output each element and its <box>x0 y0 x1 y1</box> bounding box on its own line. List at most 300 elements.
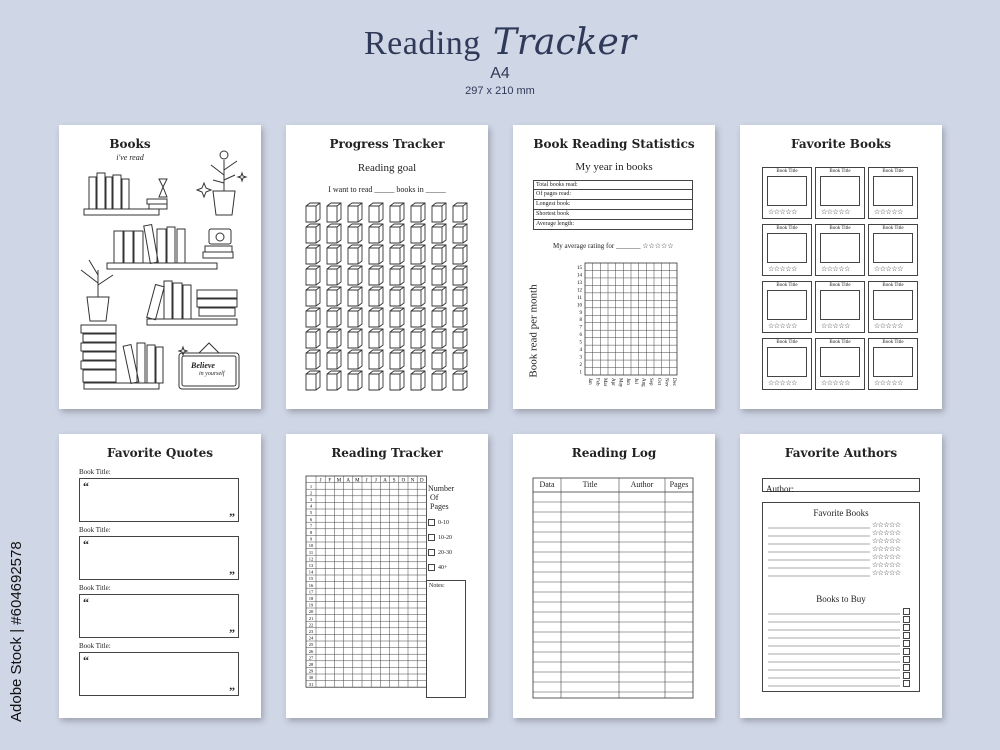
rating-stars[interactable]: ☆☆☆☆☆ <box>874 208 903 216</box>
book-card-label: Book Title <box>882 226 904 231</box>
book-icon <box>348 308 362 327</box>
book-spine <box>390 287 404 306</box>
book-cover-box <box>820 290 860 320</box>
header-title-script: Tracker <box>492 22 636 63</box>
book-spine <box>306 266 320 285</box>
book-spine <box>390 245 404 264</box>
tracker-day-label: 12 <box>308 556 314 562</box>
book-icon <box>327 329 341 348</box>
book-icon <box>306 371 320 390</box>
rating-stars[interactable]: ☆☆☆☆☆ <box>874 265 903 273</box>
chart-ytick: 1 <box>579 370 582 376</box>
rating-stars[interactable]: ☆☆☆☆☆ <box>872 569 901 577</box>
book-card[interactable] <box>762 224 812 276</box>
book-card[interactable] <box>868 281 918 333</box>
book-icon <box>369 308 383 327</box>
book-icon <box>390 245 404 264</box>
tracker-day-label: 10 <box>308 543 314 549</box>
book-icon <box>453 371 467 390</box>
rating-stars[interactable]: ☆☆☆☆☆ <box>872 545 901 553</box>
book-card-label: Book Title <box>776 340 798 345</box>
page-reading-statistics <box>513 125 715 409</box>
stats-row[interactable] <box>533 210 693 220</box>
log-frame <box>533 478 693 698</box>
tracker-month-label: F <box>328 478 332 484</box>
book-icon <box>432 329 446 348</box>
tracker-day-label: 24 <box>308 635 314 641</box>
buy-checkbox[interactable] <box>903 680 910 687</box>
book-title-label: Book Title: <box>79 584 111 592</box>
tracker-month-label: M <box>355 478 360 484</box>
book-icon <box>411 350 425 369</box>
book-spine <box>306 350 320 369</box>
book-spine <box>453 308 467 327</box>
page-title: Book Reading Statistics <box>533 137 695 151</box>
book-spine <box>306 308 320 327</box>
close-quote-mark: ” <box>229 684 235 698</box>
book-icon <box>411 203 425 222</box>
tracker-month-label: J <box>319 478 322 484</box>
book-cover-box <box>820 233 860 263</box>
legend-label: 20-30 <box>438 549 452 556</box>
book-card[interactable] <box>762 281 812 333</box>
stats-row-label: Shortest book <box>536 211 570 217</box>
book-cover-box <box>767 290 807 320</box>
book-card[interactable] <box>762 338 812 390</box>
book-icon <box>348 203 362 222</box>
sign-text-line1: Believe <box>191 361 215 370</box>
chart-xtick: Jul <box>632 378 638 384</box>
legend-checkbox[interactable] <box>428 564 435 571</box>
chart-ytick: 5 <box>579 340 582 346</box>
book-cover-box <box>820 347 860 377</box>
book-card-label: Book Title <box>776 226 798 231</box>
book-card[interactable] <box>815 224 865 276</box>
book-card[interactable] <box>868 224 918 276</box>
tracker-day-label: 27 <box>308 655 314 661</box>
page-title: Books <box>109 137 151 151</box>
tracker-day-label: 9 <box>309 536 313 542</box>
tracker-day-label: 11 <box>308 549 314 555</box>
book-icon <box>453 266 467 285</box>
rating-stars[interactable]: ☆☆☆☆☆ <box>872 561 901 569</box>
author-label: Author: <box>766 484 794 494</box>
section-favorite-books: Favorite Books <box>813 508 869 518</box>
notes-box[interactable] <box>426 580 466 698</box>
book-spine <box>432 287 446 306</box>
header-title: Reading <box>364 25 481 62</box>
book-icon <box>369 287 383 306</box>
stats-row-label: Longest book: <box>536 201 571 207</box>
page-title: Reading Tracker <box>331 446 443 460</box>
tracker-day-label: 17 <box>308 589 314 595</box>
book-spine <box>327 329 341 348</box>
stats-row[interactable] <box>533 220 693 230</box>
chart-xtick: Jan <box>586 378 592 385</box>
chart-ytick: 3 <box>579 355 582 361</box>
book-spine <box>411 266 425 285</box>
stats-row[interactable] <box>533 180 693 190</box>
book-spine <box>390 329 404 348</box>
legend-title-line: Pages <box>430 502 449 511</box>
stats-row[interactable] <box>533 200 693 210</box>
book-icon <box>432 266 446 285</box>
book-card-label: Book Title <box>882 283 904 288</box>
rating-stars[interactable]: ☆☆☆☆☆ <box>872 553 901 561</box>
book-spine <box>411 203 425 222</box>
legend-item[interactable] <box>428 534 452 541</box>
rating-stars[interactable]: ☆☆☆☆☆ <box>821 322 850 330</box>
book-icon <box>390 224 404 243</box>
book-spine <box>411 308 425 327</box>
stats-row-label: Of pages read: <box>536 191 571 197</box>
book-icon <box>453 350 467 369</box>
chart-ytick: 4 <box>579 348 582 354</box>
book-spine <box>327 245 341 264</box>
book-icon <box>327 224 341 243</box>
book-card[interactable] <box>815 338 865 390</box>
buy-checkbox[interactable] <box>903 608 910 615</box>
chart-xtick: Sep <box>648 378 654 386</box>
tracker-day-label: 31 <box>308 681 314 687</box>
book-icon <box>432 308 446 327</box>
book-card-label: Book Title <box>776 283 798 288</box>
book-title-label: Book Title: <box>79 468 111 476</box>
book-icons-grid <box>286 125 488 409</box>
book-icon <box>327 371 341 390</box>
book-spine <box>390 308 404 327</box>
book-spine <box>348 266 362 285</box>
legend-item[interactable] <box>428 564 447 571</box>
quote-box[interactable] <box>79 536 239 580</box>
book-cover-box <box>767 233 807 263</box>
book-icon <box>432 203 446 222</box>
book-spine <box>453 203 467 222</box>
book-spine <box>369 203 383 222</box>
book-icon <box>327 245 341 264</box>
book-spine <box>390 371 404 390</box>
legend-label: 40+ <box>438 564 448 571</box>
rating-stars[interactable]: ☆☆☆☆☆ <box>768 379 797 387</box>
book-cover-box <box>873 347 913 377</box>
book-spine <box>411 350 425 369</box>
tracker-day-label: 7 <box>309 523 313 529</box>
tracker-month-label: A <box>383 478 387 484</box>
tracker-day-label: 26 <box>308 648 314 654</box>
book-spine <box>411 371 425 390</box>
chart-xtick: Jun <box>625 378 631 385</box>
book-icon <box>348 371 362 390</box>
header <box>0 22 1000 97</box>
book-icon <box>411 329 425 348</box>
book-icon <box>327 287 341 306</box>
book-cover-box <box>767 347 807 377</box>
book-spine <box>369 266 383 285</box>
buy-checkbox[interactable] <box>903 672 910 679</box>
rating-stars[interactable]: ☆☆☆☆☆ <box>642 242 674 250</box>
book-icon <box>348 350 362 369</box>
books-per-month-chart <box>513 125 715 409</box>
log-column-header: Pages <box>669 480 689 489</box>
legend-title-line: Of <box>430 493 439 502</box>
buy-checkbox[interactable] <box>903 640 910 647</box>
buy-checkbox[interactable] <box>903 624 910 631</box>
chart-ylabel: Book read per month <box>527 284 540 378</box>
rating-label: My average rating for _______ <box>553 242 641 250</box>
chart-ytick: 12 <box>577 288 582 294</box>
page-progress-tracker <box>286 125 488 409</box>
book-icon <box>411 266 425 285</box>
book-icon <box>327 203 341 222</box>
tracker-day-label: 1 <box>309 483 313 489</box>
book-card-label: Book Title <box>882 340 904 345</box>
book-card[interactable] <box>815 167 865 219</box>
section-books-to-buy: Books to Buy <box>816 594 866 604</box>
book-icon <box>327 350 341 369</box>
tracker-month-label: D <box>419 478 424 484</box>
book-spine <box>327 308 341 327</box>
tracker-day-label: 19 <box>308 602 314 608</box>
rating-stars[interactable]: ☆☆☆☆☆ <box>874 379 903 387</box>
legend-label: 0-10 <box>438 519 449 526</box>
log-column-header: Data <box>539 480 555 489</box>
page-favorite-quotes <box>59 434 261 718</box>
page-subtitle: i've read <box>116 153 144 162</box>
rating-stars[interactable]: ☆☆☆☆☆ <box>872 529 901 537</box>
book-card-label: Book Title <box>776 169 798 174</box>
page-title: Progress Tracker <box>329 137 445 151</box>
tracker-day-label: 25 <box>308 642 314 648</box>
book-icon <box>390 350 404 369</box>
book-spine <box>453 329 467 348</box>
book-spine <box>453 245 467 264</box>
book-card[interactable] <box>815 281 865 333</box>
book-spine <box>306 224 320 243</box>
book-spine <box>411 245 425 264</box>
rating-stars[interactable]: ☆☆☆☆☆ <box>874 322 903 330</box>
book-spine <box>369 224 383 243</box>
book-icon <box>306 266 320 285</box>
header-size: A4 <box>490 65 510 82</box>
book-icon <box>327 266 341 285</box>
book-icon <box>348 245 362 264</box>
book-title-label: Book Title: <box>79 642 111 650</box>
book-icon <box>306 245 320 264</box>
author-lines <box>740 434 942 718</box>
page-title: Reading Log <box>571 446 657 460</box>
tracker-month-label: N <box>410 478 415 484</box>
rating-stars[interactable]: ☆☆☆☆☆ <box>768 322 797 330</box>
book-spine <box>432 350 446 369</box>
chart-ytick: 7 <box>579 325 582 331</box>
book-spine <box>453 371 467 390</box>
book-icon <box>306 203 320 222</box>
book-spine <box>348 203 362 222</box>
rating-stars[interactable]: ☆☆☆☆☆ <box>821 265 850 273</box>
chart-xtick: Nov <box>663 378 669 387</box>
book-card-label: Book Title <box>829 340 851 345</box>
page-title: Favorite Quotes <box>107 446 213 460</box>
book-card[interactable] <box>868 338 918 390</box>
book-icon <box>432 371 446 390</box>
tracker-day-label: 29 <box>308 668 314 674</box>
book-spine <box>348 224 362 243</box>
book-icon <box>432 245 446 264</box>
rating-stars[interactable]: ☆☆☆☆☆ <box>821 208 850 216</box>
tracker-day-label: 18 <box>308 596 314 601</box>
tracker-day-label: 2 <box>309 490 313 496</box>
book-icon <box>369 350 383 369</box>
tracker-day-label: 30 <box>308 675 314 681</box>
legend-item[interactable] <box>428 549 452 556</box>
reading-goal-text: I want to read _____ books in _____ <box>328 185 446 194</box>
buy-checkbox[interactable] <box>903 664 910 671</box>
book-spine <box>453 287 467 306</box>
book-card[interactable] <box>762 167 812 219</box>
tracker-day-label: 13 <box>308 563 314 568</box>
book-icon <box>411 245 425 264</box>
page-subtitle: My year in books <box>575 161 653 173</box>
book-icon <box>306 224 320 243</box>
buy-checkbox[interactable] <box>903 648 910 655</box>
book-card-label: Book Title <box>882 169 904 174</box>
tracker-day-label: 5 <box>309 510 313 516</box>
book-icon <box>306 350 320 369</box>
page-reading-log <box>513 434 715 718</box>
quote-box[interactable] <box>79 478 239 522</box>
tracker-day-label: 28 <box>308 662 314 667</box>
chart-ytick: 15 <box>577 265 582 271</box>
book-spine <box>369 287 383 306</box>
book-cover-box <box>820 176 860 206</box>
book-spine <box>348 350 362 369</box>
book-spine <box>369 371 383 390</box>
log-column-header: Author <box>630 480 654 489</box>
tracker-day-label: 3 <box>309 497 313 502</box>
close-quote-mark: ” <box>229 626 235 640</box>
book-cover-box <box>873 233 913 263</box>
tracker-day-label: 23 <box>308 629 314 634</box>
book-icon <box>369 203 383 222</box>
rating-stars[interactable]: ☆☆☆☆☆ <box>821 379 850 387</box>
book-icon <box>369 224 383 243</box>
tracker-day-label: 22 <box>308 622 314 628</box>
tracker-day-label: 4 <box>309 503 313 509</box>
rating-stars[interactable]: ☆☆☆☆☆ <box>872 521 901 529</box>
book-spine <box>432 224 446 243</box>
buy-checkbox[interactable] <box>903 632 910 639</box>
rating-stars[interactable]: ☆☆☆☆☆ <box>768 265 797 273</box>
chart-ytick: 2 <box>579 363 582 369</box>
chart-xtick: Feb <box>594 378 600 386</box>
buy-checkbox[interactable] <box>903 616 910 623</box>
book-cover-box <box>873 176 913 206</box>
book-icon <box>306 329 320 348</box>
book-spine <box>348 287 362 306</box>
book-spine <box>327 266 341 285</box>
book-spine <box>348 329 362 348</box>
reading-log-table <box>513 434 715 718</box>
legend-checkbox[interactable] <box>428 549 435 556</box>
legend-checkbox[interactable] <box>428 534 435 541</box>
book-spine <box>411 224 425 243</box>
chart-ytick: 14 <box>577 273 582 279</box>
chart-xtick: Oct <box>655 378 661 386</box>
rating-stars[interactable]: ☆☆☆☆☆ <box>768 208 797 216</box>
book-spine <box>390 203 404 222</box>
tracker-month-label: O <box>401 478 406 484</box>
book-spine <box>369 245 383 264</box>
page-reading-tracker <box>286 434 488 718</box>
chart-ytick: 13 <box>577 280 582 286</box>
close-quote-mark: ” <box>229 510 235 524</box>
book-icon <box>411 308 425 327</box>
book-card-label: Book Title <box>829 283 851 288</box>
book-icon <box>327 308 341 327</box>
book-icon <box>369 245 383 264</box>
book-spine <box>411 287 425 306</box>
book-card[interactable] <box>868 167 918 219</box>
sign-text-line2: in yourself <box>199 371 225 377</box>
buy-checkbox[interactable] <box>903 656 910 663</box>
book-spine <box>432 329 446 348</box>
book-spine <box>348 245 362 264</box>
chart-xtick: Apr <box>609 378 615 386</box>
legend-item[interactable] <box>428 519 449 526</box>
log-column-header: Title <box>582 480 598 489</box>
book-spine <box>348 308 362 327</box>
book-spine <box>432 266 446 285</box>
book-spine <box>306 287 320 306</box>
legend-checkbox[interactable] <box>428 519 435 526</box>
book-icon <box>411 371 425 390</box>
book-spine <box>369 308 383 327</box>
book-card-label: Book Title <box>829 226 851 231</box>
book-icon <box>348 287 362 306</box>
watermark: Adobe Stock | #604692578 <box>8 541 25 722</box>
quote-box[interactable] <box>79 594 239 638</box>
chart-ytick: 11 <box>577 295 582 301</box>
book-spine <box>453 224 467 243</box>
tracker-day-label: 15 <box>308 576 314 582</box>
tracker-day-label: 20 <box>308 609 314 615</box>
notes-label: Notes: <box>429 583 445 589</box>
book-spine <box>453 350 467 369</box>
book-icon <box>432 350 446 369</box>
book-spine <box>432 245 446 264</box>
book-spine <box>369 329 383 348</box>
page-title: Favorite Authors <box>784 446 898 460</box>
chart-xtick: Mar <box>602 378 608 387</box>
page-title: Favorite Books <box>790 137 892 151</box>
quote-box[interactable] <box>79 652 239 696</box>
tracker-day-label: 8 <box>309 530 313 535</box>
stats-row[interactable] <box>533 190 693 200</box>
open-quote-mark: “ <box>83 653 89 667</box>
rating-stars[interactable]: ☆☆☆☆☆ <box>872 537 901 545</box>
book-icon <box>348 266 362 285</box>
book-spine <box>411 329 425 348</box>
chart-ytick: 10 <box>577 303 582 309</box>
book-icon <box>390 308 404 327</box>
book-icon <box>390 329 404 348</box>
book-spine <box>390 350 404 369</box>
book-spine <box>432 203 446 222</box>
book-icon <box>369 266 383 285</box>
tracker-month-label: J <box>374 478 377 484</box>
book-spine <box>306 371 320 390</box>
book-icon <box>453 245 467 264</box>
